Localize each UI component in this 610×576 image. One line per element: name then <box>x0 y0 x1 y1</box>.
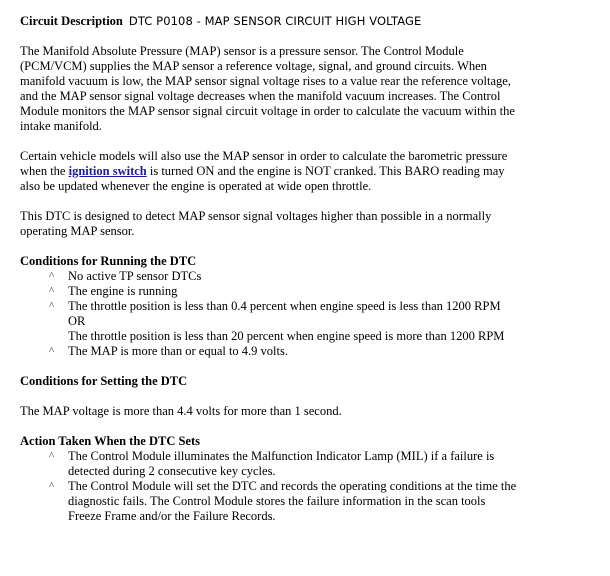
action-heading: Action Taken When the DTC Sets <box>20 434 201 448</box>
list-item-text: The engine is running <box>68 284 178 298</box>
bullet-icon: ^ <box>49 450 55 462</box>
list-item-text: The throttle position is less than 0.4 percent when engine speed is less than 1200 RPM <box>68 299 501 313</box>
section-label: Circuit Description <box>20 14 123 28</box>
alt-condition-text: The throttle position is less than 20 percent when engine speed is more than 1200 RPM <box>68 329 505 343</box>
list-item <box>20 299 520 344</box>
setting-text: The MAP voltage is more than 4.4 volts for more than 1 second. <box>20 404 342 418</box>
list-item-text: The MAP is more than or equal to 4.9 volts. <box>68 344 288 358</box>
dtc-title: DTC P0108 - MAP SENSOR CIRCUIT HIGH VOLTAGE <box>128 14 422 28</box>
baro-paragraph <box>20 149 520 194</box>
list-item <box>20 284 520 299</box>
running-conditions-list <box>20 269 520 359</box>
intro-paragraph: The Manifold Absolute Pressure (MAP) sensor is a pressure sensor. The Control Module (PCM/VCM) supplies the MAP sensor a reference voltage, signal, and ground circuits. When manifold vacuum is low, the MAP sensor signal voltage rises to a value rear the reference voltage, and the MAP sensor signal voltage decreases when the manifold vacuum increases. The Control Module monitors the MAP sensor signal circuit voltage in order to calculate the vacuum within the intake manifold. <box>20 44 515 133</box>
bullet-icon: ^ <box>49 270 55 282</box>
bullet-icon: ^ <box>49 480 55 492</box>
setting-heading: Conditions for Setting the DTC <box>20 374 188 388</box>
running-heading: Conditions for Running the DTC <box>20 254 197 268</box>
list-item <box>20 449 520 479</box>
bullet-icon: ^ <box>49 345 55 357</box>
list-item <box>20 344 520 359</box>
action-list <box>20 449 520 524</box>
bullet-icon: ^ <box>49 300 55 312</box>
baro-text-after: is turned ON and the engine is NOT cranked. This BARO reading may also be updated whenever the engine is operated at wide open throttle. <box>20 164 505 193</box>
document-header <box>20 14 520 29</box>
list-item-text: No active TP sensor DTCs <box>68 269 202 283</box>
document-page <box>20 14 520 524</box>
list-item-text: The Control Module illuminates the Malfunction Indicator Lamp (MIL) if a failure is detected during 2 consecutive key cycles. <box>68 449 495 478</box>
list-item <box>20 479 520 524</box>
ignition-switch-link[interactable]: ignition switch <box>68 164 147 178</box>
bullet-icon: ^ <box>49 285 55 297</box>
or-separator: OR <box>68 314 86 328</box>
baro-text-before: Certain vehicle models will also use the MAP sensor in order to calculate the barometric pressure when the <box>20 149 508 178</box>
dtc-note-paragraph: This DTC is designed to detect MAP sensor signal voltages higher than possible in a normally operating MAP sensor. <box>20 209 492 238</box>
list-item-text: The Control Module will set the DTC and records the operating conditions at the time the diagnostic fails. The Control Module stores the failure information in the scan tools Freeze Frame and/or the Failure Records. <box>68 479 517 523</box>
list-item <box>20 269 520 284</box>
